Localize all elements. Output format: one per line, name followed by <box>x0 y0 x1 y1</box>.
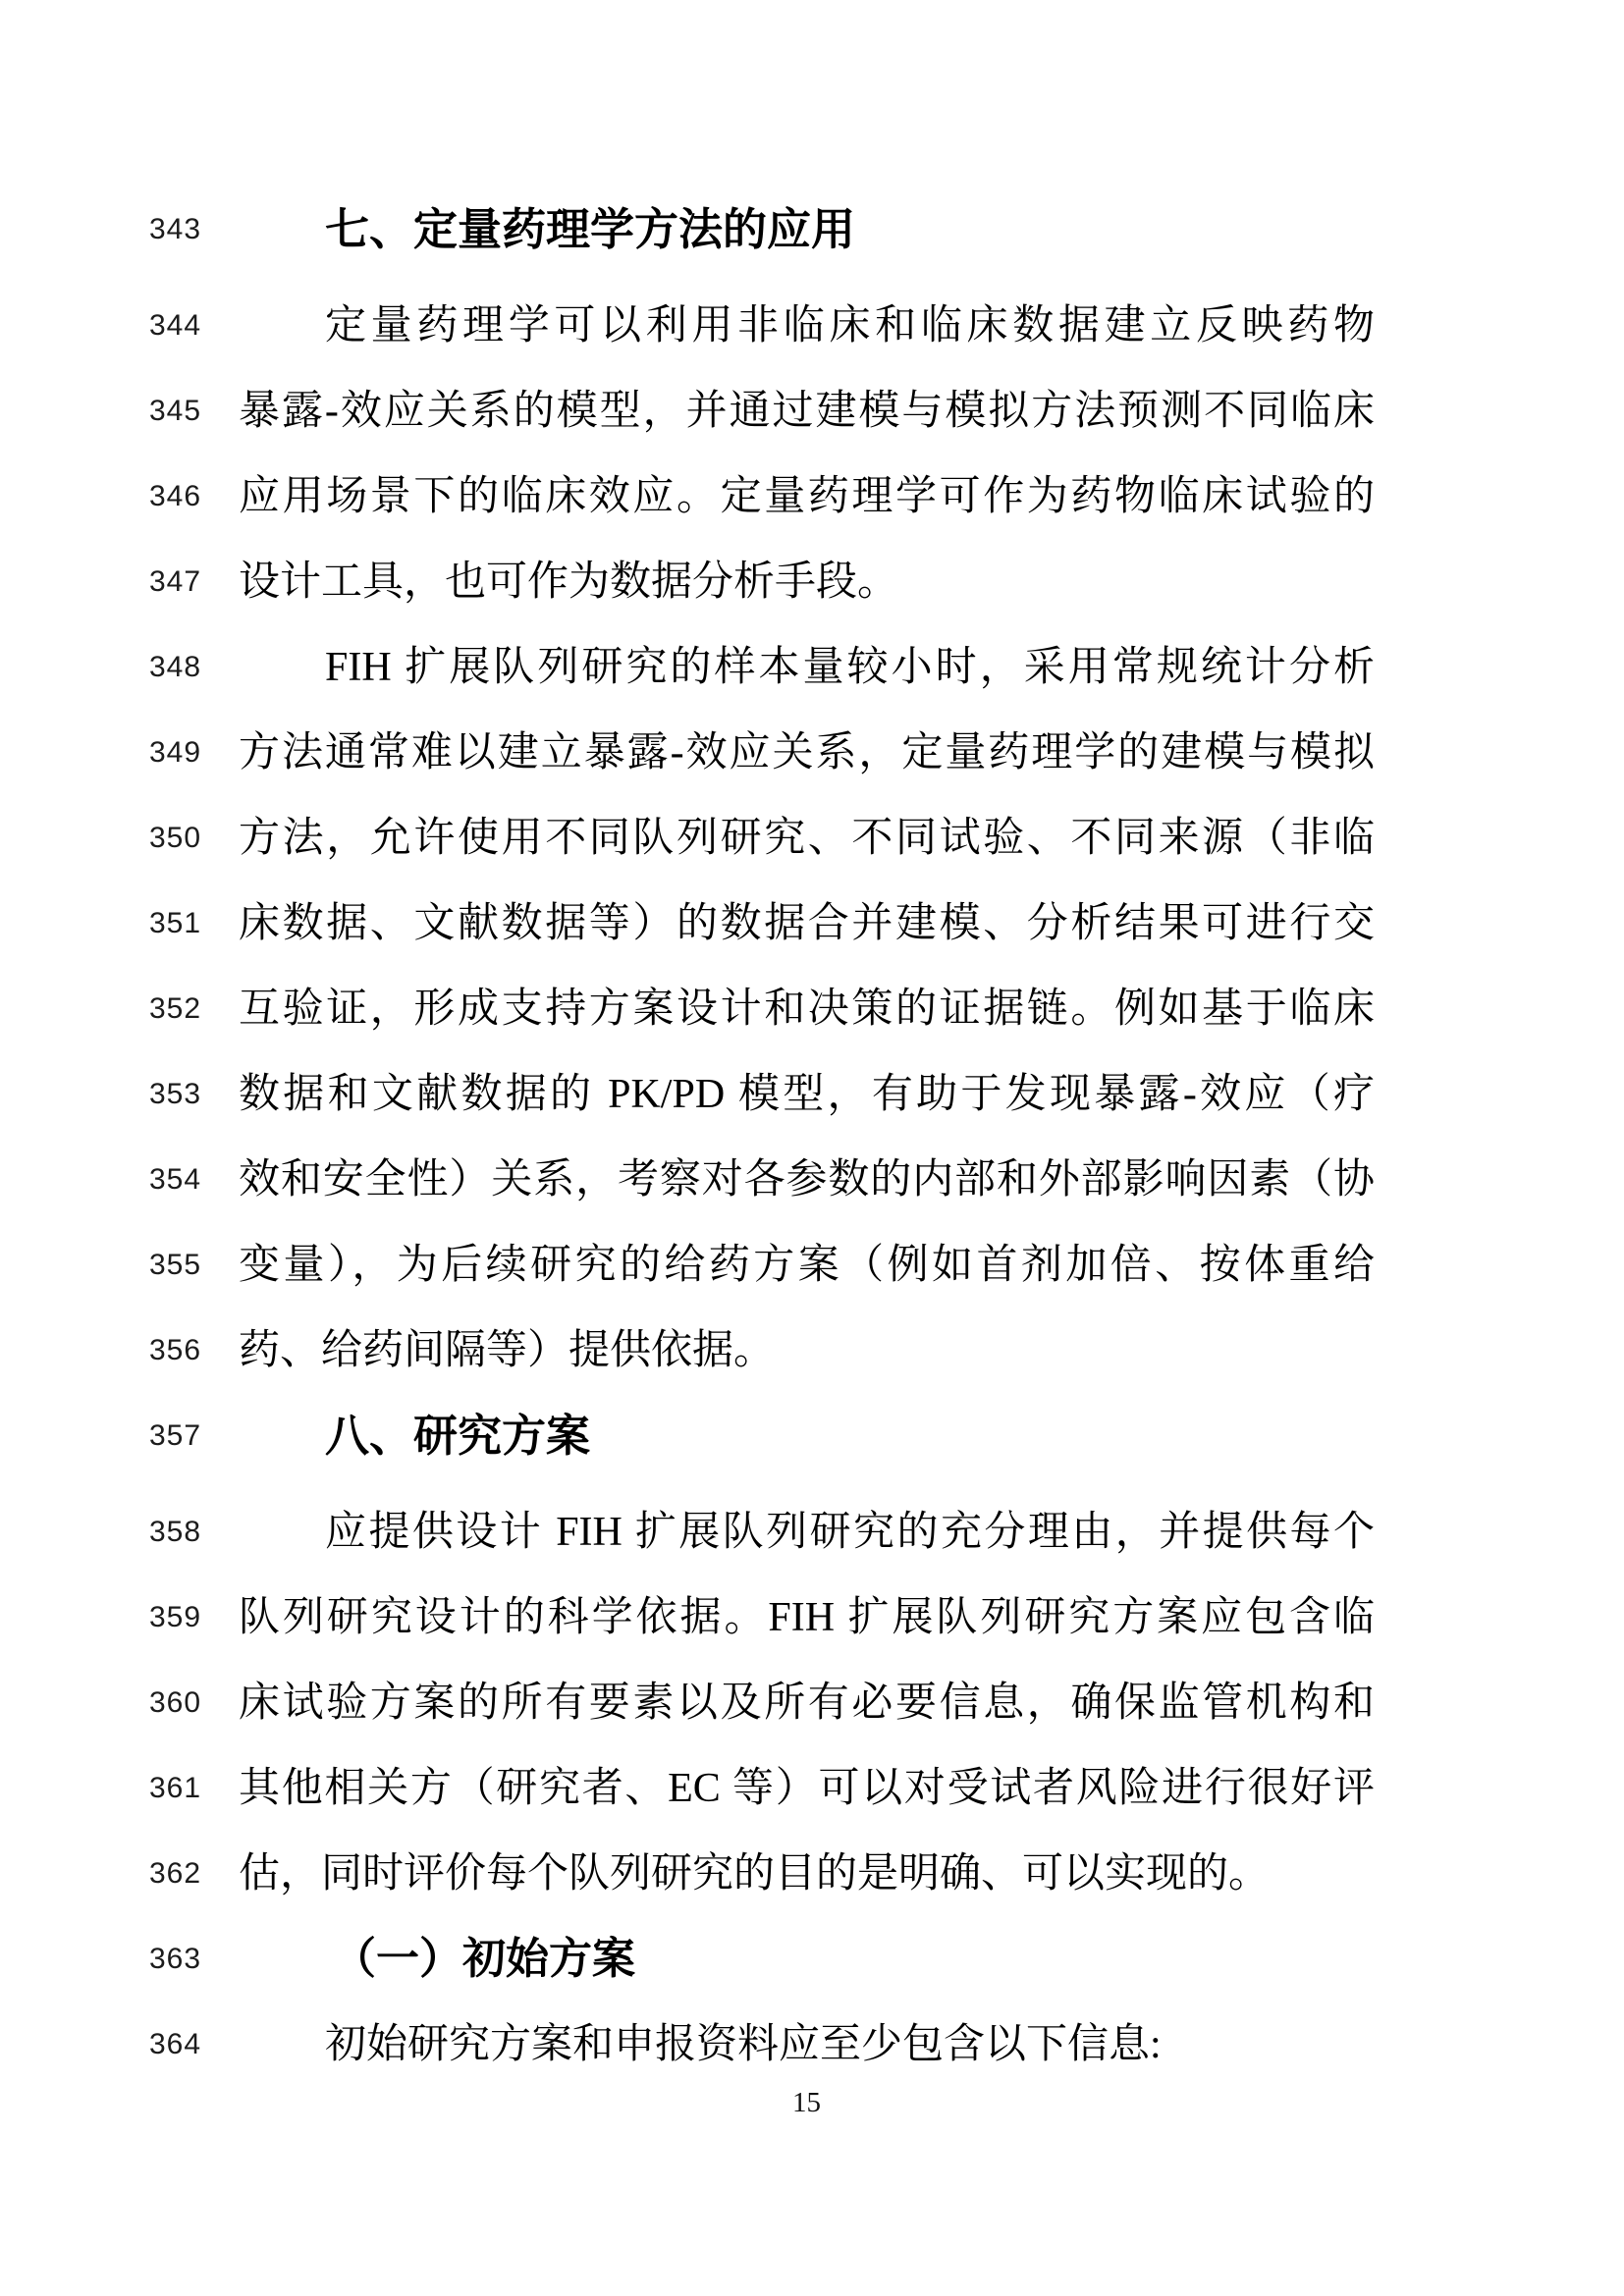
line-number: 354 <box>149 1162 202 1196</box>
line-text: 应提供设计 FIH 扩展队列研究的充分理由，并提供每个 <box>325 1509 1375 1555</box>
line-number: 343 <box>149 212 202 245</box>
line-text: FIH 扩展队列研究的样本量较小时，采用常规统计分析 <box>325 644 1375 690</box>
line-number: 356 <box>149 1333 202 1366</box>
page-number: 15 <box>792 2087 821 2118</box>
line-text: 暴露-效应关系的模型，并通过建模与模拟方法预测不同临床 <box>239 388 1375 434</box>
line-number: 345 <box>149 394 202 427</box>
line-number: 360 <box>149 1685 202 1719</box>
line-text: 变量），为后续研究的给药方案（例如首剂加倍、按体重给 <box>239 1242 1375 1288</box>
line-number: 349 <box>149 735 202 769</box>
line-number: 352 <box>149 991 202 1025</box>
document-line <box>0 1051 1624 1137</box>
line-text: 药、给药间隔等）提供依据。 <box>239 1327 776 1373</box>
document-line <box>0 1393 1624 1478</box>
document-lines <box>0 187 1624 2087</box>
line-number: 355 <box>149 1248 202 1281</box>
line-text: 队列研究设计的科学依据。FIH 扩展队列研究方案应包含临 <box>239 1594 1375 1640</box>
line-text: 定量药理学可以利用非临床和临床数据建立反映药物 <box>325 302 1375 348</box>
document-line <box>0 710 1624 795</box>
line-number: 347 <box>149 564 202 598</box>
document-line <box>0 1660 1624 1745</box>
line-text: 方法通常难以建立暴露-效应关系，定量药理学的建模与模拟 <box>239 729 1375 775</box>
line-number: 346 <box>149 479 202 512</box>
line-number: 364 <box>149 2027 202 2060</box>
document-line <box>0 539 1624 624</box>
document-line <box>0 795 1624 881</box>
line-text: 床试验方案的所有要素以及所有必要信息，确保监管机构和 <box>239 1680 1375 1726</box>
line-text: 估，同时评价每个队列研究的目的是明确、可以实现的。 <box>239 1850 1271 1896</box>
document-line <box>0 368 1624 454</box>
line-text: 初始研究方案和申报资料应至少包含以下信息: <box>325 2021 1162 2067</box>
document-line <box>0 454 1624 539</box>
line-number: 344 <box>149 308 202 342</box>
document-line <box>0 1745 1624 1831</box>
line-text: 设计工具，也可作为数据分析手段。 <box>239 559 899 605</box>
document-line <box>0 1222 1624 1308</box>
line-number: 350 <box>149 821 202 854</box>
line-number: 362 <box>149 1856 202 1890</box>
line-text: （一）初始方案 <box>333 1934 635 1983</box>
document-line <box>0 1831 1624 1916</box>
document-line <box>0 1575 1624 1660</box>
line-text: 七、定量药理学方法的应用 <box>325 203 856 254</box>
document-line <box>0 1916 1624 2002</box>
line-text: 方法，允许使用不同队列研究、不同试验、不同来源（非临 <box>239 815 1375 861</box>
document-line <box>0 187 1624 272</box>
line-number: 363 <box>149 1942 202 1975</box>
line-number: 357 <box>149 1418 202 1452</box>
document-line <box>0 1137 1624 1222</box>
document-line <box>0 1308 1624 1393</box>
line-number: 353 <box>149 1077 202 1110</box>
line-text: 应用场景下的临床效应。定量药理学可作为药物临床试验的 <box>239 473 1375 519</box>
line-text: 床数据、文献数据等）的数据合并建模、分析结果可进行交 <box>239 900 1375 946</box>
line-text: 八、研究方案 <box>325 1410 591 1461</box>
document-line <box>0 966 1624 1051</box>
document-line <box>0 1489 1624 1575</box>
line-text: 效和安全性）关系，考察对各参数的内部和外部影响因素（协 <box>239 1156 1375 1202</box>
document-line <box>0 881 1624 966</box>
line-number: 359 <box>149 1600 202 1633</box>
line-number: 358 <box>149 1515 202 1548</box>
line-number: 348 <box>149 650 202 683</box>
line-number: 361 <box>149 1771 202 1804</box>
line-number: 351 <box>149 906 202 939</box>
document-line <box>0 624 1624 710</box>
line-text: 其他相关方（研究者、EC 等）可以对受试者风险进行很好评 <box>239 1765 1375 1811</box>
document-line <box>0 2002 1624 2087</box>
line-text: 数据和文献数据的 PK/PD 模型，有助于发现暴露-效应（疗 <box>239 1071 1375 1117</box>
document-line <box>0 283 1624 368</box>
line-text: 互验证，形成支持方案设计和决策的证据链。例如基于临床 <box>239 986 1375 1032</box>
